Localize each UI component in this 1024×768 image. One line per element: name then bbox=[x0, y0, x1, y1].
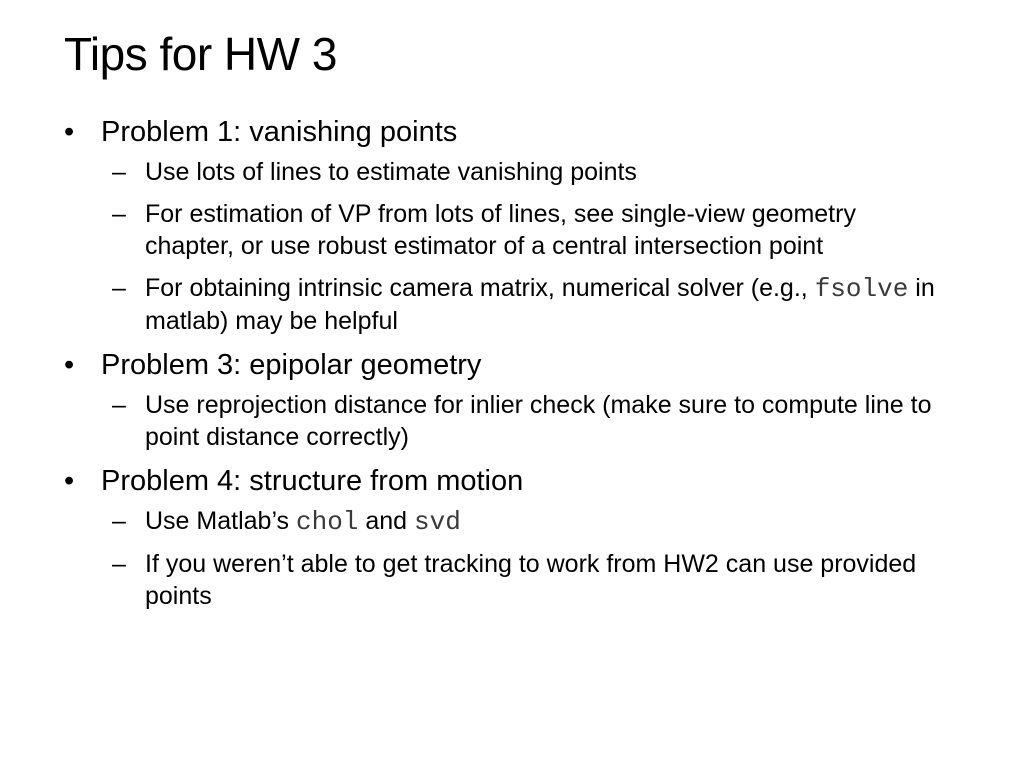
bullet-icon: • bbox=[64, 116, 75, 148]
subitem bbox=[64, 198, 945, 262]
problem-3-subitems bbox=[64, 389, 964, 453]
subitem-text-post: in matlab) may be helpful bbox=[145, 274, 935, 335]
problem-1-subitems bbox=[64, 156, 964, 337]
subitem-text-pre: For obtaining intrinsic camera matrix, numerical solver (e.g., bbox=[145, 274, 815, 302]
code-fsolve: fsolve bbox=[814, 274, 909, 304]
slide-body bbox=[64, 114, 964, 622]
subitem-text: Use lots of lines to estimate vanishing points bbox=[145, 158, 637, 186]
dash-icon: – bbox=[112, 274, 126, 302]
dash-icon: – bbox=[112, 507, 126, 535]
subitem bbox=[64, 389, 945, 453]
subitem-text: Use reprojection distance for inlier check (make sure to compute line to point distance correctly) bbox=[145, 391, 932, 451]
dash-icon: – bbox=[112, 550, 126, 578]
subitem-text-mid: and bbox=[358, 507, 415, 535]
dash-icon: – bbox=[112, 158, 126, 186]
bullet-problem-4-label: Problem 4: structure from motion bbox=[101, 465, 524, 497]
slide-title: Tips for HW 3 bbox=[64, 28, 337, 80]
subitem-text: If you weren’t able to get tracking to work from HW2 can use provided points bbox=[145, 550, 917, 610]
bullet-icon: • bbox=[64, 349, 75, 381]
subitem bbox=[64, 272, 945, 337]
subitem-text-pre: Use Matlab’s bbox=[145, 507, 296, 535]
subitem-text: For estimation of VP from lots of lines, see single-view geometry chapter, or use robust estimator of a central intersection point bbox=[145, 200, 856, 260]
subitem bbox=[64, 156, 945, 188]
subitem bbox=[64, 548, 945, 612]
problem-4-subitems bbox=[64, 505, 964, 612]
bullet-problem-3-label: Problem 3: epipolar geometry bbox=[101, 349, 482, 381]
bullet-problem-1 bbox=[64, 114, 964, 150]
bullet-icon: • bbox=[64, 465, 75, 497]
dash-icon: – bbox=[112, 391, 126, 419]
code-chol: chol bbox=[296, 507, 359, 537]
bullet-problem-4 bbox=[64, 463, 964, 499]
bullet-problem-1-label: Problem 1: vanishing points bbox=[101, 116, 458, 148]
code-svd: svd bbox=[414, 507, 461, 537]
dash-icon: – bbox=[112, 200, 126, 228]
bullet-problem-3 bbox=[64, 347, 964, 383]
subitem bbox=[64, 505, 945, 538]
